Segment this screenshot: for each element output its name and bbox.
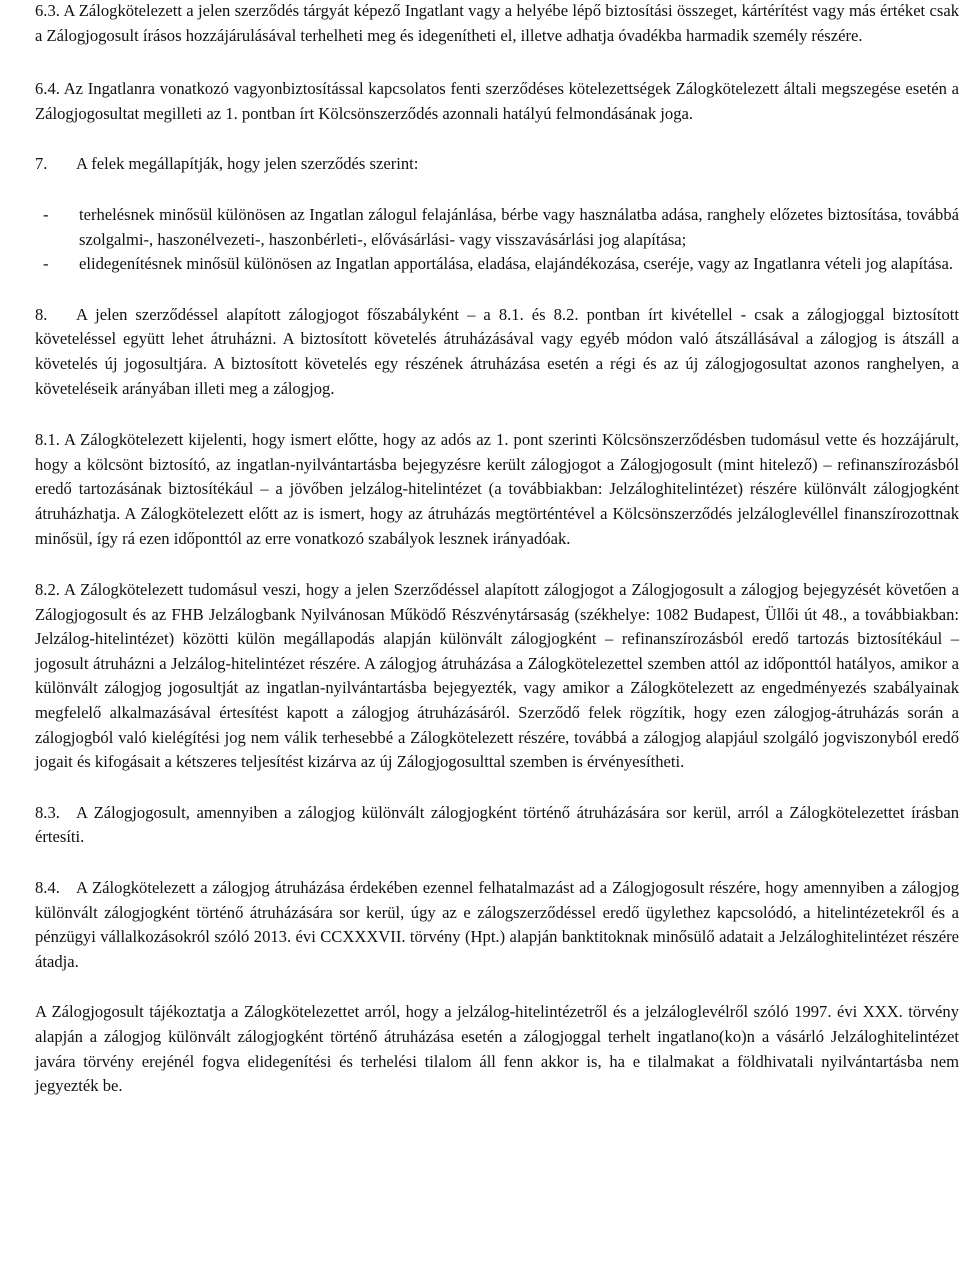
paragraph-text: A jelen szerződéssel alapított zálogjogot főszabályként – a 8.1. és 8.2. pontban írt kivétellel - csak a zálogjoggal biztosított követeléssel együtt lehet átruházni. A biztosított követelés átruházásával vagy egyéb módon való átszállásával a zálogjog is átszáll a követelés új jogosultjára. A biztosított követelés egy részének átruházása esetén a régi és az új zálogjogosultat azonos ranghelyen, a követeléseik arányában illeti meg a zálogjog.: [35, 304, 959, 398]
paragraph-8-2: [35, 578, 959, 775]
list-item-text: elidegenítésnek minősül különösen az Ingatlan apportálása, eladása, elajándékozása, cseréje, vagy az Ingatlanra vételi jog alapítása.: [79, 254, 954, 274]
paragraph-8-1: [35, 428, 959, 551]
paragraph-8-4-notice: [35, 1000, 959, 1098]
section-number: 8.3.: [35, 802, 60, 822]
definition-list: [35, 203, 959, 277]
section-number: 8.2.: [35, 580, 60, 600]
document-page: [35, 0, 959, 1099]
paragraph-8: [35, 303, 959, 401]
paragraph-8-3: [35, 801, 959, 850]
paragraph-text: A felek megállapítják, hogy jelen szerződés szerint:: [76, 154, 419, 174]
section-number: 8.4.: [35, 878, 60, 898]
paragraph-7: [35, 152, 959, 177]
paragraph-text: A Zálogjogosult tájékoztatja a Zálogkötelezettet arról, hogy a jelzálog-hitelintézetről és a jelzáloglevélről szóló 1997. évi XXX. törvény alapján a zálogjog különvált zálogjogként történő átruházása esetén a zálogjoggal terhelt ingatlano(ko)n a vásárló Jelzáloghitelintézet javára törvény erejénél fogva elidegenítési és terhelési tilalom áll fenn akkor is, ha e tilalmakat a földhivatali nyilvántartásba nem jegyezték be.: [35, 1002, 959, 1096]
section-number: 8.: [35, 304, 48, 324]
list-dash: -: [43, 254, 49, 274]
paragraph-text: A Zálogkötelezett a zálogjog átruházása érdekében ezennel felhatalmazást ad a Zálogjogosult részére, hogy amennyiben a zálogjog különvált zálogjogként történő átruházására sor kerül, úgy az e zálogszerződéssel eredő ügylethez kapcsolódó, a hitelintézetekről és a pénzügyi vállalkozásokról szóló 2013. évi CCXXXVII. törvény (Hpt.) alapján banktitoknak minősülő adatait a Jelzáloghitelintézet részére átadja.: [35, 878, 959, 971]
section-number: 7.: [35, 154, 48, 174]
paragraph-6-4: [35, 77, 959, 126]
paragraph-text: A Zálogkötelezett kijelenti, hogy ismert előtte, hogy az adós az 1. pont szerinti Kölcsönszerződésben tudomásul vette és hozzájárult, hogy a kölcsönt biztosító, az ingatlan-nyilvántartásba bejegyzésre került zálogjogot a Zálogjogosult (mint hitelező) – refinanszírozásból eredő tartozásának biztosítékául – a jövőben jelzálog-hitelintézet (a továbbiakban: Jelzáloghitelintézet) részére különvált zálogjogként átruházhatja. A Zálogkötelezett előtt az is ismert, hogy az átruházás megtörténtével a Kölcsönszerződés jelzáloglevéllel finanszírozottnak minősül, így rá ezen időponttól az erre vonatkozó szabályok lesznek irányadóak.: [35, 430, 959, 548]
paragraph-text: A Zálogkötelezett a jelen szerződés tárgyát képező Ingatlant vagy a helyébe lépő biztosítási összeget, kártérítést vagy más értéket csak a Zálogjogosult írásos hozzájárulásával terhelheti meg és idegenítheti el, illetve adhatja óvadékba harmadik személy részére.: [35, 1, 959, 45]
list-item-text: terhelésnek minősül különösen az Ingatlan zálogul felajánlása, bérbe vagy használatba adása, ranghely előzetes biztosítása, továbbá szolgalmi-, haszonélvezeti-, haszonbérleti-, elővásárlási- vagy visszavásárlási jog alapítása;: [79, 204, 959, 249]
section-number: 6.3.: [35, 1, 60, 20]
section-number: 6.4.: [35, 79, 60, 99]
list-dash: -: [43, 204, 49, 224]
paragraph-6-3: [35, 0, 959, 48]
list-item: [35, 252, 959, 277]
paragraph-text: A Zálogjogosult, amennyiben a zálogjog különvált zálogjogként történő átruházására sor kerül, arról a Zálogkötelezettet írásban értesíti.: [35, 802, 959, 847]
list-item: [35, 203, 959, 252]
section-number: 8.1.: [35, 430, 60, 450]
paragraph-text: Az Ingatlanra vonatkozó vagyonbiztosítással kapcsolatos fenti szerződéses kötelezettségek Zálogkötelezett általi megszegése esetén a Zálogjogosultat megilleti az 1. pontban írt Kölcsönszerződés azonnali hatályú felmondásának joga.: [35, 79, 959, 123]
paragraph-8-4: [35, 876, 959, 974]
paragraph-text: A Zálogkötelezett tudomásul veszi, hogy a jelen Szerződéssel alapított zálogjogot a Zálogjogosult a zálogjog bejegyzését követően a Zálogjogosult és az FHB Jelzálogbank Nyilvánosan Működő Részvénytársaság (székhelye: 1082 Budapest, Üllői út 48., a továbbiakban: Jelzálog-hitelintézet) közötti külön megállapodás alapján különvált zálogjogként – refinanszírozásból eredő tartozás biztosítékául – jogosult átruházni a Jelzálog-hitelintézet részére. A zálogjog átruházása a Zálogkötelezettel szemben attól az időponttól hatályos, amikor a különvált zálogjog jogosultját az ingatlan-nyilvántartásba bejegyezték, vagy amikor a Zálogkötelezett az engedményezés szabályainak megfelelő alkalmazásával értesítést kapott a zálogjog átruházásáról. Szerződő felek rögzítik, hogy ezen zálogjog-átruházás során a zálogjogból való kielégítési jog nem válik terhesebbé a Zálogkötelezett részére, továbbá a zálogjog alapjául szolgáló jogviszonyból eredő jogait és kifogásait a kétszeres teljesítést kizárva az új Zálogjogosulttal szemben is érvényesítheti.: [35, 580, 959, 772]
